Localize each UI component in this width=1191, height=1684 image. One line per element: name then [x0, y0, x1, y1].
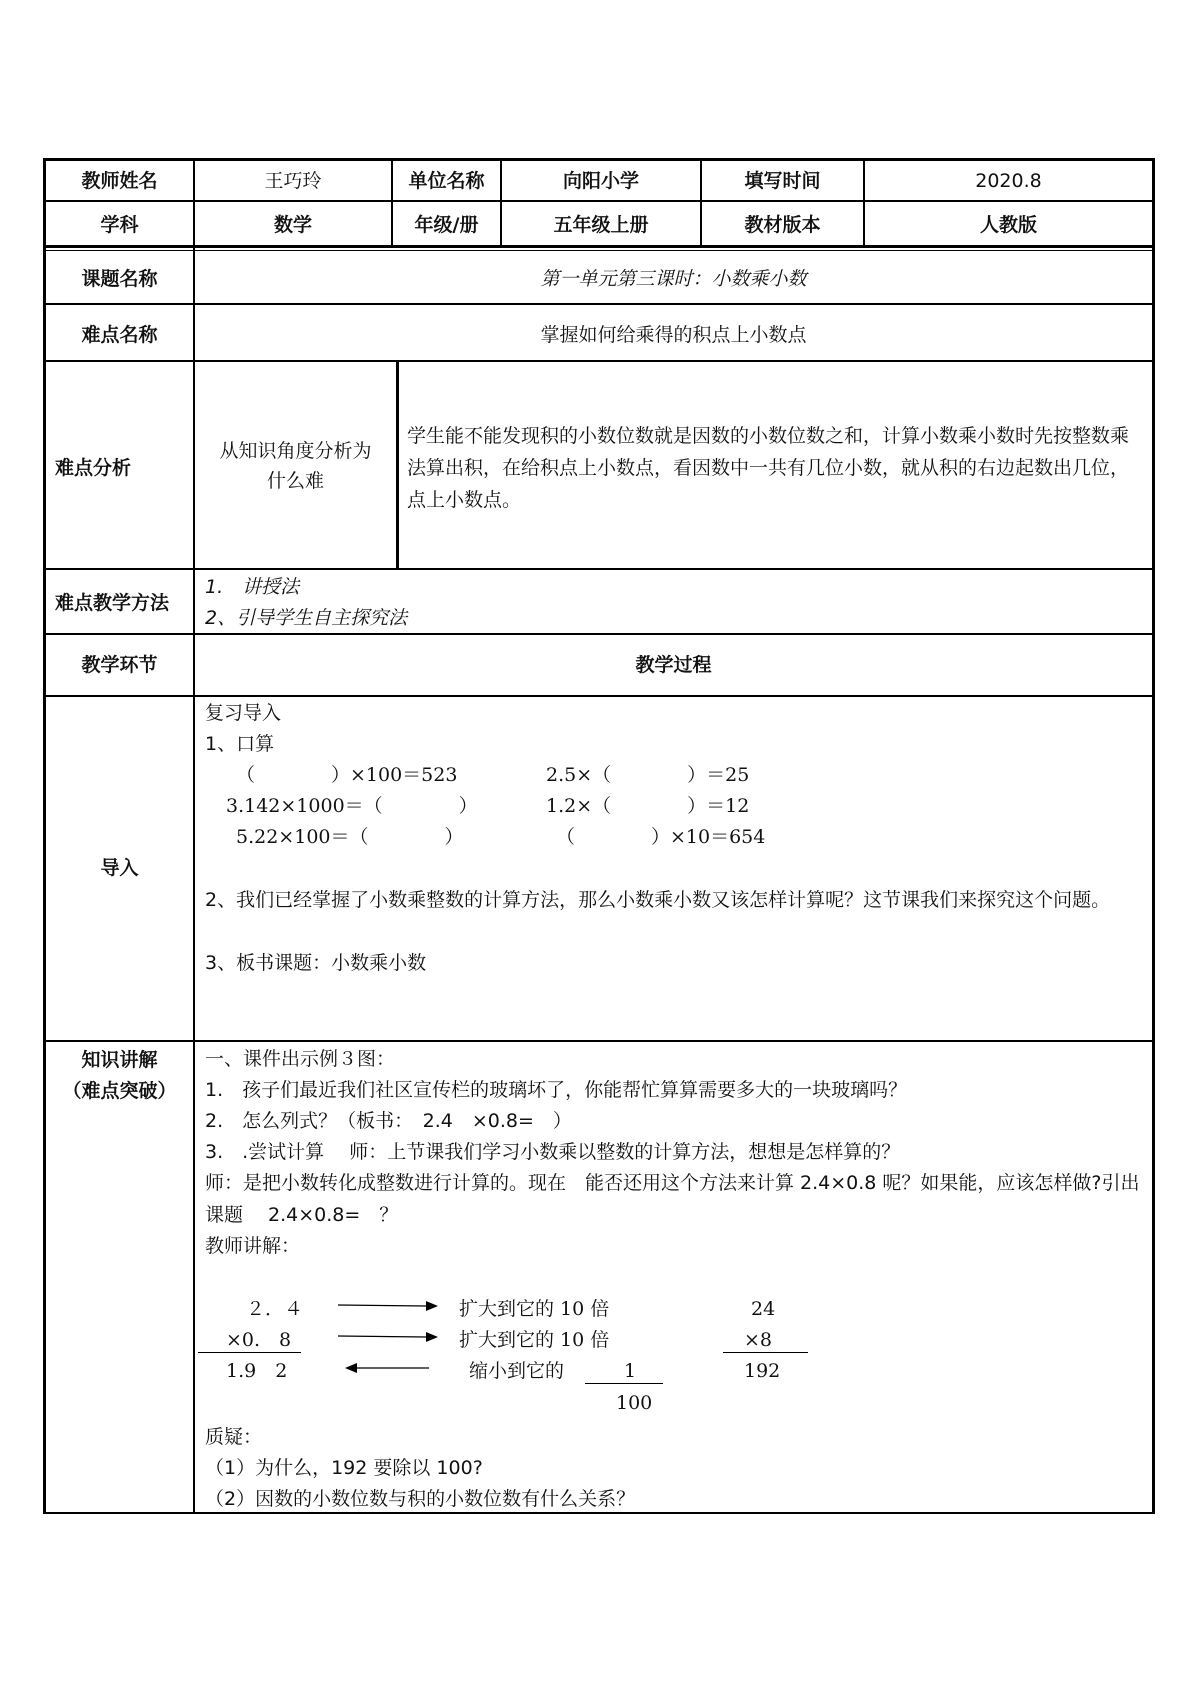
row-divider	[43, 695, 1155, 697]
grade-label: 年级/册	[414, 214, 479, 236]
left-arrow-icon	[345, 1361, 429, 1375]
calc-note-2: 扩大到它的 10 倍	[459, 1329, 610, 1351]
col-divider	[193, 158, 195, 1514]
calc-int-product: 192	[744, 1360, 781, 1382]
method-item-1: 1. 讲授法	[205, 576, 300, 598]
knowledge-label-line2: （难点突破）	[62, 1080, 177, 1102]
difficulty-label: 难点名称	[81, 324, 158, 346]
table-border-left	[43, 158, 46, 1514]
analysis-sub-label-line2: 什么难	[266, 470, 324, 492]
intro-paragraph-3: 3、板书课题：小数乘小数	[205, 952, 427, 974]
knowledge-line-5: 师：是把小数转化成整数进行计算的。现在 能否还用这个方法来计算 2.4×0.8 呢？如果能，应该怎样做?引出课题 2.4×0.8= ？	[205, 1172, 1140, 1226]
analysis-text: 学生能不能发现积的小数位数就是因数的小数位数之和，计算小数乘小数时先按整数乘法算出积，在给积点上小数点，看因数中一共有几位小数，就从积的右边起数出几位，点上小数点。	[407, 425, 1130, 511]
oral-calc-r3b: （ ）×10＝654	[556, 826, 766, 848]
method-label: 难点教学方法	[55, 592, 170, 614]
knowledge-line-1: 一、课件出示例３图：	[205, 1048, 396, 1070]
row-divider	[43, 245, 1155, 248]
subject-label: 学科	[100, 214, 139, 236]
row-divider	[43, 633, 1155, 635]
calc-int-factor-a: 24	[751, 1298, 776, 1320]
teaching-process-label: 教学过程	[635, 654, 712, 676]
method-item-2: 2、引导学生自主探究法	[205, 607, 408, 629]
knowledge-line-4: 3. .尝试计算 师：上节课我们学习小数乘以整数的计算方法，想想是怎样算的？	[205, 1141, 901, 1163]
intro-title: 复习导入	[205, 702, 282, 724]
calc-fraction-numerator: 1	[623, 1360, 637, 1382]
question-1: （1）为什么，192 要除以 100?	[205, 1457, 483, 1479]
teacher-name-label: 教师姓名	[81, 170, 158, 192]
calc-note-1: 扩大到它的 10 倍	[459, 1298, 610, 1320]
date-label: 填写时间	[744, 170, 821, 192]
intro-oral-calc: 1、口算	[205, 733, 275, 755]
edition-value: 人教版	[979, 214, 1037, 236]
col-divider	[396, 360, 399, 570]
knowledge-line-2: 1. 孩子们最近我们社区宣传栏的玻璃坏了，你能帮忙算算需要多大的一块玻璃吗？	[205, 1079, 908, 1101]
teacher-name-value: 王巧玲	[264, 170, 322, 192]
table-border-bottom	[43, 1512, 1155, 1514]
grade-value: 五年级上册	[553, 214, 649, 236]
row-divider	[43, 360, 1155, 362]
oral-calc-r2a: 3.142×1000＝（ ）	[226, 795, 478, 817]
analysis-label: 难点分析	[55, 457, 132, 479]
intro-label: 导入	[100, 857, 139, 879]
edition-label: 教材版本	[744, 214, 821, 236]
calc-factor-a: ２．４	[246, 1298, 304, 1320]
table-border-top	[43, 158, 1155, 161]
row-divider	[43, 1040, 1155, 1042]
calc-factor-b: ×0. 8	[226, 1329, 292, 1351]
row-divider	[43, 303, 1155, 305]
row-divider	[43, 568, 1155, 570]
knowledge-line-3: 2. 怎么列式？（板书： 2.4 ×0.8= ）	[205, 1110, 572, 1132]
right-arrow-icon	[338, 1299, 438, 1313]
oral-calc-r2b: 1.2×（ ）＝12	[546, 795, 750, 817]
row-divider	[43, 250, 1155, 251]
row-divider	[43, 200, 1155, 202]
oral-calc-r3a: 5.22×100＝（ ）	[236, 826, 464, 848]
unit-label: 单位名称	[408, 170, 485, 192]
knowledge-line-6: 教师讲解：	[205, 1235, 301, 1257]
knowledge-label-line1: 知识讲解	[81, 1049, 158, 1071]
calc-fraction-denominator: 100	[616, 1392, 653, 1414]
oral-calc-r1a: （ ）×100＝523	[236, 764, 458, 786]
calc-note-3: 缩小到它的	[469, 1360, 565, 1382]
right-arrow-icon	[338, 1330, 438, 1344]
difficulty-value: 掌握如何给乘得的积点上小数点	[540, 324, 807, 346]
unit-value: 向阳小学	[562, 170, 639, 192]
subject-value: 数学	[273, 214, 312, 236]
teaching-stage-label: 教学环节	[81, 654, 158, 676]
calc-fraction-bar	[585, 1383, 663, 1384]
analysis-sub-label-line1: 从知识角度分析为	[219, 440, 372, 462]
question-2: （2）因数的小数位数与积的小数位数有什么关系？	[205, 1488, 636, 1510]
date-value: 2020.8	[975, 170, 1042, 192]
calc-product: 1.9 2	[226, 1360, 288, 1382]
intro-paragraph-2: 2、我们已经掌握了小数乘整数的计算方法，那么小数乘小数又该怎样计算呢？这节课我们来探究这个问题。	[205, 889, 1111, 911]
table-border-right	[1152, 158, 1155, 1514]
oral-calc-r1b: 2.5×（ ）＝25	[546, 764, 750, 786]
calc-underline-right	[723, 1352, 808, 1353]
topic-label: 课题名称	[81, 268, 158, 290]
calc-int-factor-b: ×8	[744, 1329, 773, 1351]
topic-value: 第一单元第三课时：小数乘小数	[540, 268, 807, 290]
calc-underline-left	[198, 1352, 301, 1353]
question-title: 质疑：	[205, 1426, 263, 1448]
